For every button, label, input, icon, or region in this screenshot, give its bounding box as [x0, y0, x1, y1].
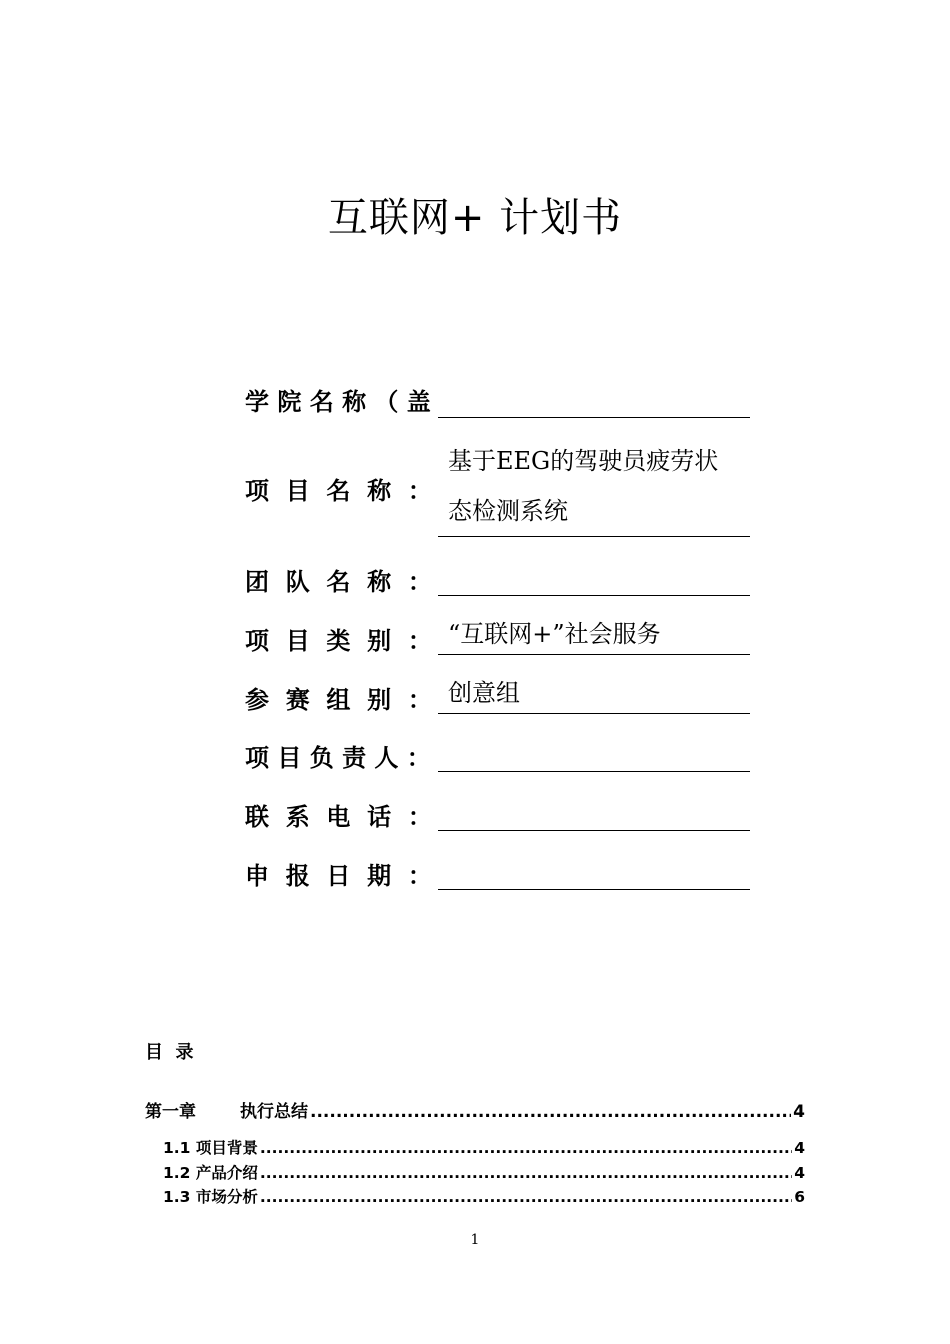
college-field-line: [438, 417, 750, 418]
phone-field-line: [438, 830, 750, 831]
team-name-label: 团 队 名 称 ：: [245, 568, 432, 596]
toc-heading: 目 录: [145, 1042, 194, 1063]
phone-label: 联 系 电 话 ：: [245, 803, 432, 831]
group-label: 参 赛 组 别 ：: [245, 686, 432, 714]
project-name-field-line: [438, 536, 750, 537]
document-title: 互联网+ 计划书: [327, 195, 623, 241]
toc-leader-dots: [310, 1102, 791, 1122]
toc-item-label: 1.1 项目背景: [163, 1139, 258, 1157]
toc-leader-dots: [260, 1139, 792, 1157]
team-name-field-line: [438, 595, 750, 596]
toc-item[interactable]: [163, 1185, 805, 1207]
group-value: 创意组: [448, 679, 520, 707]
toc-leader-dots: [260, 1188, 792, 1206]
project-category-label: 项 目 类 别 ：: [245, 627, 432, 655]
project-category-field-line: [438, 654, 750, 655]
toc-page-number: 4: [794, 1139, 805, 1157]
project-name-label: 项 目 名 称 ：: [245, 477, 432, 505]
group-field-line: [438, 713, 750, 714]
project-category-value: “互联网+”社会服务: [448, 620, 661, 648]
leader-label: 项 目 负 责 人 ：: [245, 744, 431, 772]
project-name-value-line1: 基于EEG的驾驶员疲劳状: [448, 447, 719, 475]
toc-chapter-number: 第一章: [145, 1102, 196, 1122]
college-label: 学 院 名 称 （ 盖: [245, 388, 431, 416]
toc-leader-dots: [260, 1164, 792, 1182]
leader-field-line: [438, 771, 750, 772]
toc-item[interactable]: [163, 1136, 805, 1158]
date-label: 申 报 日 期 ：: [245, 862, 432, 890]
project-name-value-line2: 态检测系统: [448, 497, 568, 525]
toc-page-number: 4: [794, 1164, 805, 1182]
toc-page-number: 6: [794, 1188, 805, 1206]
toc-chapter-title: 执行总结: [240, 1102, 308, 1122]
date-field-line: [438, 889, 750, 890]
toc-item[interactable]: [163, 1161, 805, 1183]
toc-chapter-1[interactable]: [145, 1097, 805, 1122]
toc-item-label: 1.2 产品介绍: [163, 1164, 258, 1182]
toc-page-number: 4: [793, 1102, 805, 1122]
page-number: 1: [470, 1232, 480, 1248]
toc-item-label: 1.3 市场分析: [163, 1188, 258, 1206]
